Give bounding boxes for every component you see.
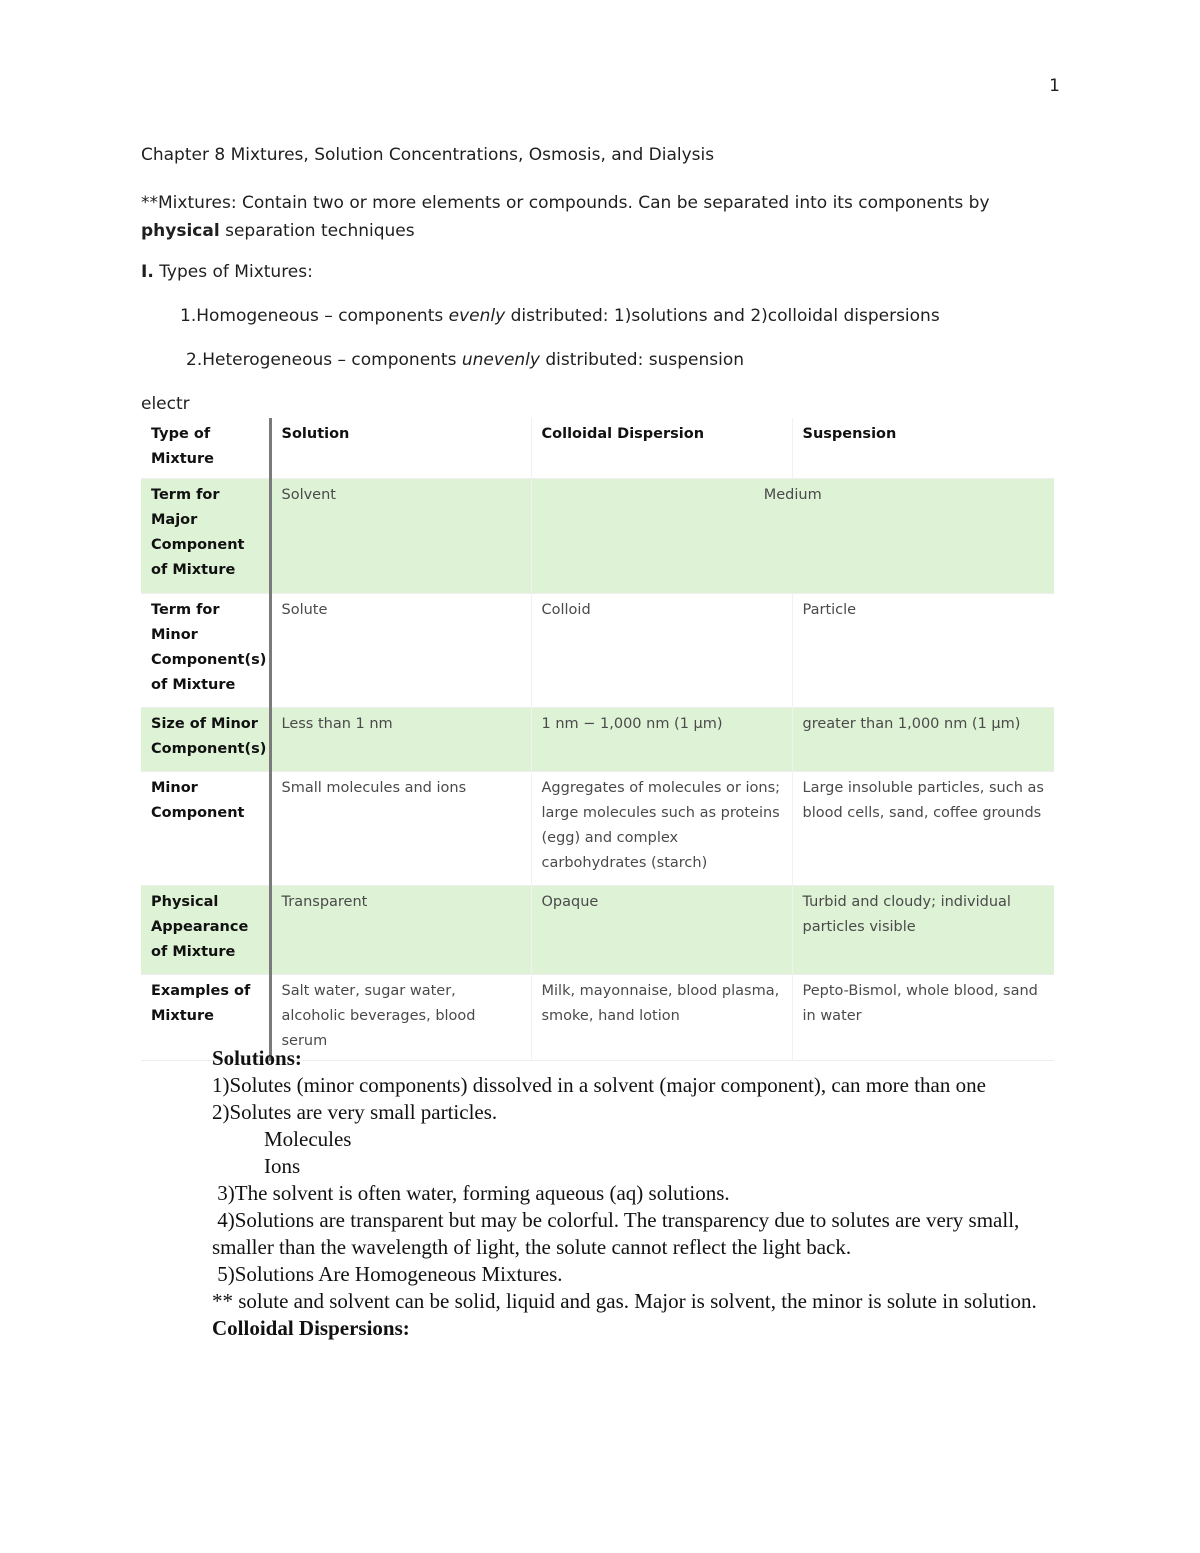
table-cell: 1 nm − 1,000 nm (1 μm) bbox=[531, 708, 792, 772]
stray-text: electr bbox=[141, 394, 190, 414]
table-cell: Pepto-Bismol, whole blood, sand in water bbox=[802, 983, 1038, 1024]
table-cell: Turbid and cloudy; individual particles visible bbox=[792, 886, 1054, 975]
table-cell: Large insoluble particles, such as blood cells, sand, coffee grounds bbox=[802, 780, 1044, 821]
types-heading-num: I. bbox=[141, 262, 154, 282]
heterogeneous-italic: unevenly bbox=[461, 350, 540, 370]
mixtures-def-prefix: **Mixtures: Contain two or more elements or compounds. Can be separated into its components by bbox=[141, 193, 990, 213]
header-suspension: Suspension bbox=[802, 426, 897, 442]
homogeneous-italic: evenly bbox=[448, 306, 506, 326]
types-heading-text: Types of Mixtures: bbox=[153, 262, 313, 282]
row-label: Term for Minor Component(s) of Mixture bbox=[141, 594, 270, 708]
solutions-line: 3)The solvent is often water, forming aqueous (aq) solutions. bbox=[212, 1181, 730, 1205]
header-solution: Solution bbox=[270, 418, 531, 479]
homogeneous-suffix: distributed: 1)solutions and 2)colloidal dispersions bbox=[505, 306, 940, 326]
row-label: Size of Minor Component(s) bbox=[141, 708, 270, 772]
table-cell: Less than 1 nm bbox=[270, 708, 531, 772]
homogeneous-prefix: 1.Homogeneous – components bbox=[180, 306, 449, 326]
table-row bbox=[141, 594, 1054, 708]
solutions-line: ** solute and solvent can be solid, liquid and gas. Major is solvent, the minor is solute in solution. bbox=[212, 1289, 1037, 1313]
table-cell: Small molecules and ions bbox=[270, 772, 531, 886]
page-number: 1 bbox=[1049, 76, 1060, 96]
solutions-line: 5)Solutions Are Homogeneous Mixtures. bbox=[212, 1262, 563, 1286]
table-cell: greater than 1,000 nm (1 μm) bbox=[792, 708, 1054, 772]
row-label: Term for Major Component of Mixture bbox=[141, 479, 270, 594]
solutions-section bbox=[212, 1045, 1062, 1342]
table-cell: Transparent bbox=[270, 886, 531, 975]
page-title: Chapter 8 Mixtures, Solution Concentrations, Osmosis, and Dialysis bbox=[141, 145, 715, 165]
mixtures-def-bold: physical bbox=[141, 221, 220, 241]
table-cell: Colloid bbox=[531, 594, 792, 708]
solutions-line: 4)Solutions are transparent but may be colorful. The transparency due to solutes are very small, smaller than the wavelength of light, the solute cannot reflect the light back. bbox=[212, 1208, 1025, 1259]
table-cell: Salt water, sugar water, alcoholic beverages, blood serum bbox=[270, 975, 531, 1061]
table-cell-merged: Medium bbox=[531, 479, 1054, 594]
solutions-heading: Solutions: bbox=[212, 1046, 302, 1070]
table-row bbox=[141, 479, 1054, 594]
homogeneous-item bbox=[180, 306, 940, 326]
heterogeneous-item bbox=[186, 350, 744, 370]
row-label: Physical Appearance of Mixture bbox=[141, 886, 270, 975]
mixture-types-table bbox=[141, 418, 1054, 1061]
types-heading bbox=[141, 262, 313, 282]
table-cell: Aggregates of molecules or ions; large molecules such as proteins (egg) and complex carbohydrates (starch) bbox=[531, 772, 792, 886]
table-cell: Milk, mayonnaise, blood plasma, smoke, hand lotion bbox=[531, 975, 792, 1061]
header-type-of-mixture: Type of Mixture bbox=[141, 418, 270, 479]
row-label: Minor Component bbox=[141, 772, 270, 886]
table-row bbox=[141, 772, 1054, 886]
heterogeneous-prefix: 2.Heterogeneous – components bbox=[186, 350, 462, 370]
table-header-row bbox=[141, 418, 1054, 479]
solutions-line: 1)Solutes (minor components) dissolved in a solvent (major component), can more than one bbox=[212, 1073, 986, 1097]
heterogeneous-suffix: distributed: suspension bbox=[539, 350, 745, 370]
table-row bbox=[141, 886, 1054, 975]
header-colloidal-dispersion: Colloidal Dispersion bbox=[531, 418, 792, 479]
solutions-line: Ions bbox=[264, 1154, 301, 1178]
solutions-line: 2)Solutes are very small particles. bbox=[212, 1100, 498, 1124]
table-cell: Particle bbox=[802, 602, 857, 618]
colloidal-heading: Colloidal Dispersions: bbox=[212, 1316, 410, 1340]
mixtures-definition bbox=[141, 189, 1061, 245]
table-cell: Opaque bbox=[531, 886, 792, 975]
row-label: Examples of Mixture bbox=[141, 975, 270, 1061]
mixtures-def-suffix: separation techniques bbox=[219, 221, 415, 241]
solutions-line: Molecules bbox=[264, 1127, 352, 1151]
table-row bbox=[141, 708, 1054, 772]
table-cell: Solvent bbox=[270, 479, 531, 594]
table-cell: Solute bbox=[270, 594, 531, 708]
